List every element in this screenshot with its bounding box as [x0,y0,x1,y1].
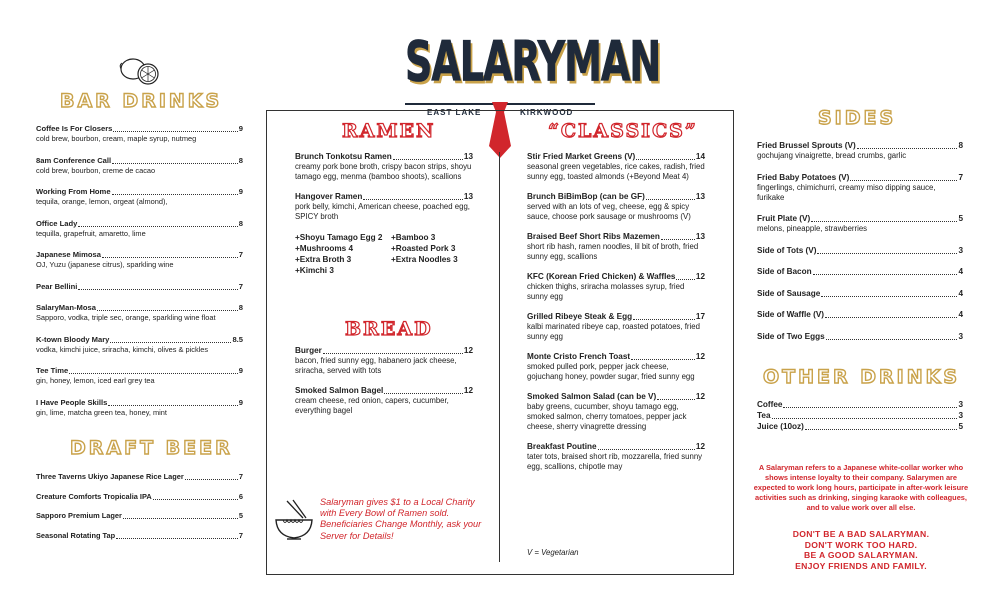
about-salaryman: A Salaryman refers to a Japanese white-collar worker who shows intense loyalty to their company. Salarymen are expected to work long hours, participate in after-work leisure activities such as drinking, singing karaoke with colleagues, and to value work over all else. [753,463,969,512]
item-name: Working From Home [36,187,111,196]
item-desc: melons, pineapple, strawberries [757,224,868,233]
item-desc: gochujang vinaigrette, bread crumbs, garlic [757,151,907,160]
list-item [295,346,473,376]
ramen-title: RAMEN [342,120,436,142]
item-price: 13 [463,192,473,201]
item-name: Side of Tots (V) [757,245,817,255]
charity-note: Salaryman gives $1 to a Local Charity with Every Bowl of Ramen sold. Beneficiaries Change Monthly, ask your Server for Details! [320,497,482,541]
item-price: 17 [695,312,705,321]
item-desc: cream cheese, red onion, capers, cucumber, everything bagel [295,396,449,415]
ramen-addons [295,232,473,276]
item-name: Pear Bellini [36,281,78,291]
list-item [757,246,963,256]
list-item [757,141,963,161]
item-price: 5 [958,422,963,431]
bar-drinks-title: BAR DRINKS [60,90,223,112]
item-name: Coffee [757,400,783,409]
item-price: 9 [238,397,243,407]
list-item [36,511,243,521]
list-item [295,152,473,182]
item-price: 3 [958,411,963,420]
item-price: 9 [238,366,243,375]
item-desc: gin, lime, matcha green tea, honey, mint [36,407,167,417]
other-drinks-title: OTHER DRINKS [763,366,961,388]
addon-item: +Extra Noodles 3 [391,255,458,264]
item-desc: OJ, Yuzu (japanese citrus), sparkling wine [36,260,174,269]
item-desc: baby greens, cucumber, shoyu tamago egg, smoked salmon, cherry tomatoes, pepper jack cheese, sherry vinagrette dressing [527,402,687,431]
item-price: 7 [238,250,243,259]
item-desc: Sapporo, vodka, triple sec, orange, sparkling wine float [36,313,216,322]
bread-title: BREAD [345,318,433,340]
item-name: Side of Waffle (V) [757,310,825,319]
item-price: 8 [238,303,243,312]
location-kirkwood: KIRKWOOD [520,108,574,117]
item-price: 8 [238,218,243,228]
item-name: Japanese Mimosa [36,250,101,259]
item-price: 14 [695,152,705,161]
draft-beer-title: DRAFT BEER [70,437,233,459]
item-price: 8 [958,141,963,150]
location-east-lake: EAST LAKE [427,108,482,117]
item-name: Three Taverns Ukiyo Japanese Rice Lager [36,472,184,481]
item-name: Breakfast Poutine [527,442,597,451]
list-item [36,282,243,292]
list-item [36,531,243,541]
list-item [36,366,243,386]
item-price: 5 [238,511,243,520]
item-price: 4 [958,288,963,298]
item-name: Braised Beef Short Ribs Mazemen [527,232,660,241]
list-item [757,173,963,203]
item-name: Brunch BiBimBop (can be GF) [527,192,645,201]
list-item [757,267,963,277]
item-price: 13 [695,232,705,241]
addon-item: +Extra Broth 3 [295,255,352,264]
item-name: SalaryMan-Mosa [36,303,96,312]
item-price: 7 [238,281,243,291]
item-name: Tee Time [36,366,69,375]
other-drinks-list [757,400,963,444]
item-name: Brunch Tonkotsu Ramen [295,152,392,161]
slogan-line: ENJOY FRIENDS AND FAMILY. [795,560,927,571]
list-item [757,289,963,299]
list-item [527,312,705,342]
list-item [527,442,705,472]
item-desc: fingerlings, chimichurri, creamy miso dipping sauce, furikake [757,182,936,202]
item-price: 4 [958,267,963,276]
item-desc: tequila, orange, lemon, orgeat (almond), [36,197,168,206]
item-price: 8 [238,155,243,165]
item-desc: tater tots, braised short rib, mozzarella, fried sunny egg, scallions, chipotle may [527,452,703,471]
item-price: 5 [958,214,963,223]
bar-drinks-list [36,124,243,429]
list-item [36,472,243,482]
list-item [36,156,243,176]
item-name: 8am Conference Call [36,155,112,165]
item-name: Creature Comforts Tropicalia IPA [36,491,152,501]
draft-beer-list [36,472,243,550]
item-name: Fried Baby Potatoes (V) [757,172,850,182]
item-name: Side of Bacon [757,267,812,276]
slogan-line: BE A GOOD SALARYMAN. [804,550,918,560]
list-item [527,272,705,302]
item-price: 6 [238,491,243,501]
item-price: 13 [695,192,705,201]
list-item [295,386,473,416]
item-price: 3 [958,245,963,255]
brand-logo: SALARYMAN [405,29,661,94]
list-item [36,303,243,323]
item-price: 12 [695,392,705,401]
item-name: Monte Cristo French Toast [527,352,631,361]
item-name: I Have People Skills [36,397,108,407]
item-name: KFC (Korean Fried Chicken) & Waffles [527,272,676,281]
item-name: Tea [757,411,771,420]
item-desc: cold brew, bourbon, cream, maple syrup, nutmeg [36,134,197,143]
item-desc: cold brew, bourbon, creme de cacao [36,165,156,175]
ramen-list [295,152,473,284]
item-price: 12 [695,352,705,361]
list-item [757,411,963,421]
bread-list [295,346,473,426]
item-desc: served with an lots of veg, cheese, egg & spicy sauce, choose pork sausage or mushrooms (V) [527,202,691,221]
item-name: Burger [295,346,322,355]
item-price: 3 [958,331,963,341]
list-item [36,219,243,239]
list-item [36,398,243,418]
lemon-icon [118,52,162,88]
slogan [752,529,970,571]
item-name: Grilled Ribeye Steak & Egg [527,312,633,321]
item-desc: bacon, fried sunny egg, habanero jack cheese, sriracha, served with tots [295,356,457,375]
list-item [36,492,243,502]
list-item [36,187,243,207]
item-desc: creamy pork bone broth, crispy bacon strips, shoyu tamago egg, menma (bamboo shoots), scallions [295,162,472,181]
item-price: 12 [695,442,705,451]
item-name: Hangover Ramen [295,192,363,201]
item-price: 3 [958,400,963,409]
list-item [36,335,243,355]
slogan-line: DON'T BE A BAD SALARYMAN. [792,529,930,539]
item-desc: seasonal green vegetables, rice cakes, radish, fried sunny egg, toasted almonds (+Beyond Meat 4) [527,162,705,181]
column-divider [499,152,500,562]
item-name: Office Lady [36,218,78,228]
item-name: Coffee Is For Closers [36,124,113,133]
list-item [36,250,243,270]
item-name: Side of Two Eggs [757,331,825,341]
list-item [527,392,705,432]
item-desc: tequilla, grapefruit, amaretto, lime [36,228,146,238]
sides-title: SIDES [818,107,897,129]
item-name: Fruit Plate (V) [757,214,811,223]
item-price: 8.5 [232,334,243,344]
list-item [757,332,963,342]
slogan-line: DON'T WORK TOO HARD. [804,539,918,550]
item-desc: smoked pulled pork, pepper jack cheese, gojuchang honey, powder sugar, fried sunny egg [527,362,695,381]
list-item [757,422,963,432]
classics-title: “CLASSICS” [548,120,698,142]
item-name: Sapporo Premium Lager [36,511,122,520]
item-name: Smoked Salmon Salad (can be V) [527,392,657,401]
item-name: Side of Sausage [757,288,821,298]
ramen-bowl-icon [273,498,315,542]
vegetarian-footnote: V = Vegetarian [527,548,579,557]
item-price: 7 [958,172,963,182]
addon-item: +Bamboo 3 [391,233,436,242]
list-item [757,310,963,320]
item-price: 7 [238,472,243,481]
item-desc: kalbi marinated ribeye cap, roasted potatoes, fried sunny egg [527,322,700,341]
item-price: 13 [463,152,473,161]
item-name: Stir Fried Market Greens (V) [527,152,636,161]
classics-list [527,152,705,482]
list-item [527,352,705,382]
item-desc: pork belly, kimchi, American cheese, poached egg, SPICY broth [295,202,470,221]
list-item [36,124,243,144]
addon-item: +Mushrooms 4 [295,244,354,253]
item-price: 9 [238,124,243,133]
item-name: Fried Brussel Sprouts (V) [757,141,856,150]
addon-item: +Shoyu Tamago Egg 2 [295,233,383,242]
list-item [527,192,705,222]
item-desc: gin, honey, lemon, iced earl grey tea [36,376,155,385]
item-price: 12 [695,272,705,281]
item-price: 12 [463,386,473,395]
item-price: 4 [958,310,963,319]
addon-item: +Roasted Pork 3 [391,244,456,253]
item-price: 7 [238,530,243,540]
addon-item: +Kimchi 3 [295,266,334,275]
item-desc: short rib hash, ramen noodles, lil bit of broth, fried sunny egg, scallions [527,242,699,261]
list-item [757,214,963,234]
item-price: 9 [238,187,243,196]
item-name: Seasonal Rotating Tap [36,530,116,540]
item-desc: chicken thighs, sriracha molasses syrup, fried sunny egg [527,282,685,301]
item-name: K-town Bloody Mary [36,334,110,344]
list-item [295,192,473,222]
item-name: Juice (10oz) [757,422,804,431]
list-item [527,152,705,182]
list-item [527,232,705,262]
sides-list [757,141,963,353]
item-name: Smoked Salmon Bagel [295,386,384,395]
item-desc: vodka, kimchi juice, sriracha, kimchi, olives & pickles [36,344,209,354]
item-price: 12 [463,346,473,355]
list-item [757,400,963,410]
